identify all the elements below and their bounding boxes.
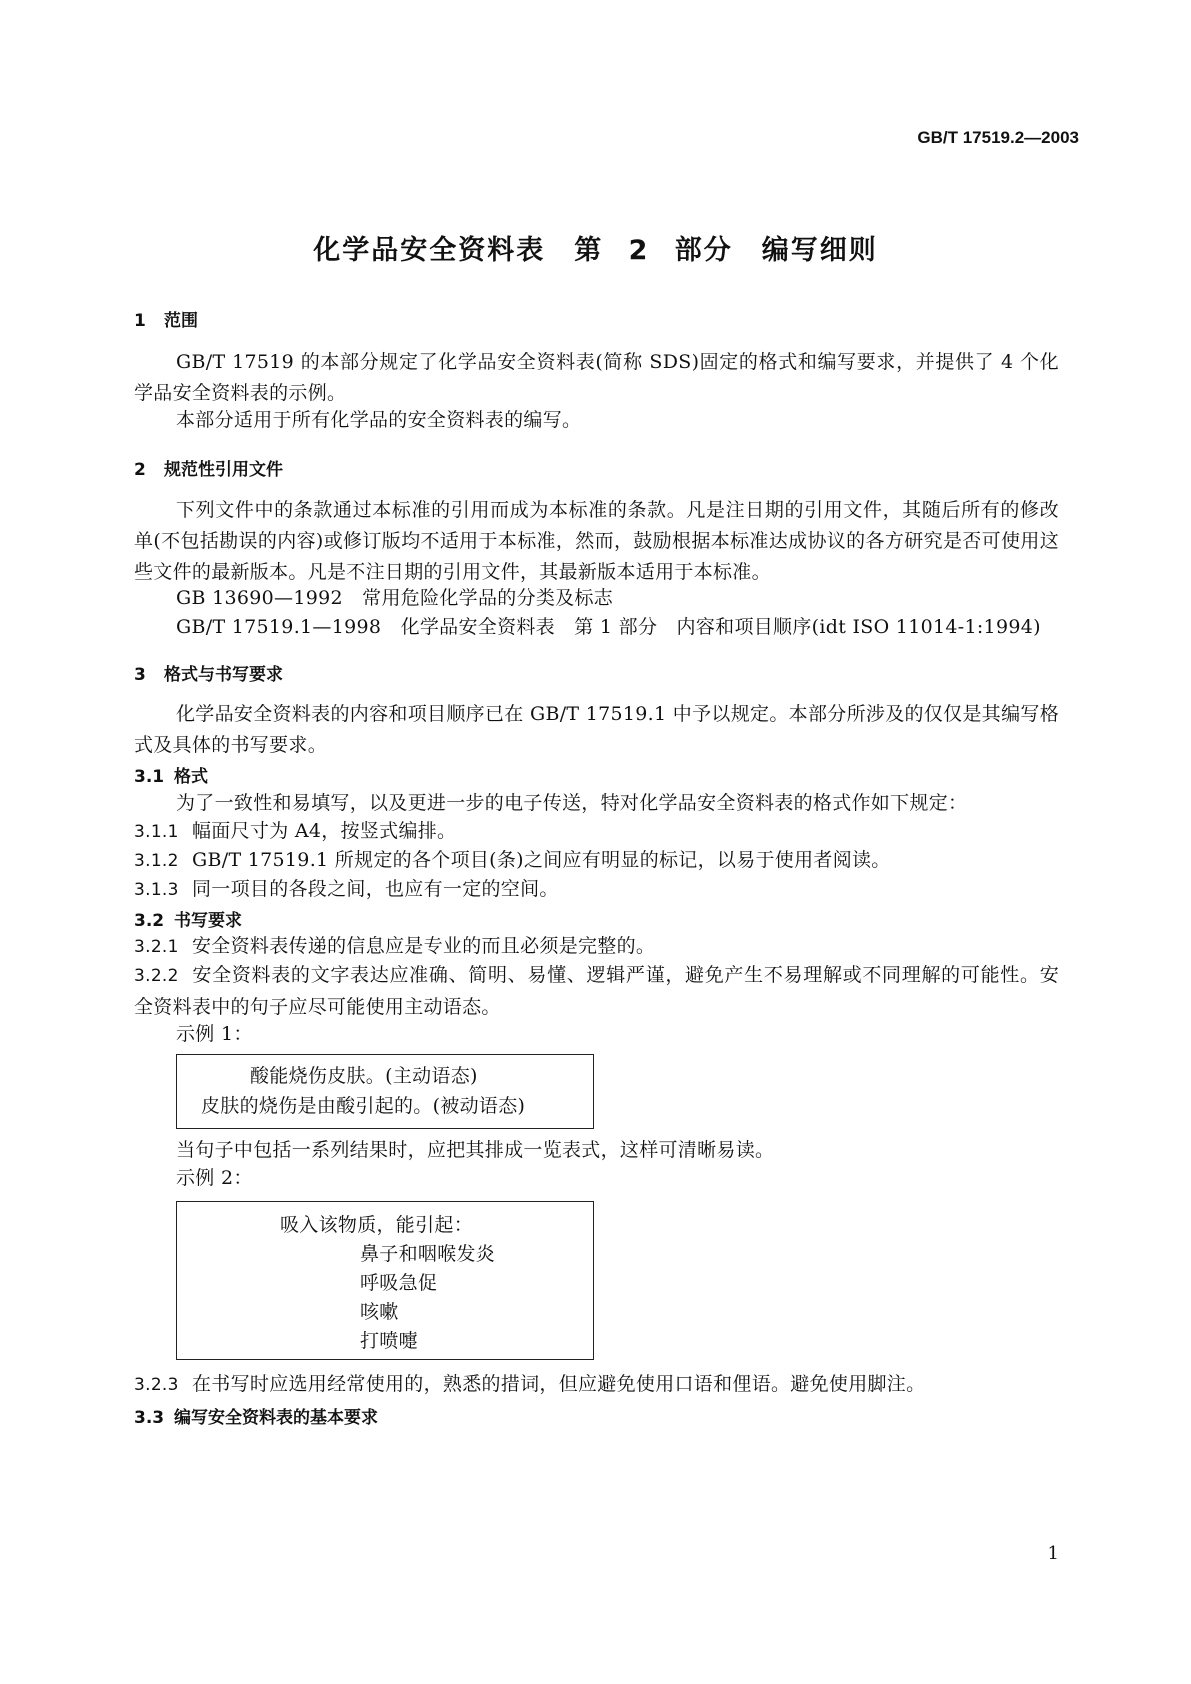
clause-number: 3.1.2 [134, 851, 179, 871]
clause-text: 安全资料表的文字表达应准确、简明、易懂、逻辑严谨，避免产生不易理解或不同理解的可能性。安全资料表中的句子应尽可能使用主动语态。 [134, 964, 1059, 1018]
example-1-line-1: 酸能烧伤皮肤。(主动语态) [250, 1065, 478, 1087]
clause-3-2-3 [134, 1369, 925, 1401]
section-3-heading [134, 660, 283, 685]
section-3-para-1: 化学品安全资料表的内容和项目顺序已在 GB/T 17519.1 中予以规定。本部分所涉及的仅仅是其编写格式及具体的书写要求。 [134, 703, 1059, 756]
page-number: 1 [1047, 1543, 1059, 1564]
section-title: 规范性引用文件 [164, 460, 283, 480]
clause-number: 3.2.1 [134, 937, 179, 957]
example-1-box [176, 1054, 594, 1129]
clause-text: 幅面尺寸为 A4，按竖式编排。 [192, 820, 457, 842]
clause-3-1-3 [134, 874, 559, 906]
example-2-label: 示例 2： [176, 1167, 253, 1189]
list-format-note: 当句子中包括一系列结果时，应把其排成一览表式，这样可清晰易读。 [176, 1139, 775, 1161]
clause-3-1-1 [134, 816, 456, 848]
clause-number: 3.1.3 [134, 880, 179, 900]
example-2-item: 咳嗽 [360, 1301, 399, 1323]
subsection-number: 3.3 [134, 1408, 165, 1428]
clause-text: 安全资料表传递的信息应是专业的而且必须是完整的。 [192, 935, 656, 957]
subsection-3-1-para: 为了一致性和易填写，以及更进一步的电子传送，特对化学品安全资料表的格式作如下规定： [176, 792, 968, 814]
normative-reference-2: GB/T 17519.1—1998 化学品安全资料表 第 1 部分 内容和项目顺序(idt ISO 11014-1:1994) [176, 616, 1041, 638]
section-2-heading [134, 455, 283, 480]
example-2-item: 鼻子和咽喉发炎 [360, 1243, 496, 1265]
example-2-item: 打喷嚏 [360, 1330, 418, 1352]
section-title: 范围 [164, 311, 198, 331]
example-2-item: 呼吸急促 [360, 1272, 438, 1294]
subsection-number: 3.2 [134, 911, 165, 931]
example-1-label: 示例 1： [176, 1023, 253, 1045]
example-2-intro: 吸入该物质，能引起： [280, 1214, 474, 1236]
subsection-3-1-heading [134, 762, 208, 787]
example-2-box [176, 1201, 594, 1360]
section-number: 1 [134, 311, 146, 331]
clause-number: 3.2.3 [134, 1375, 179, 1395]
document-title: 化学品安全资料表 第 2 部分 编写细则 [313, 235, 878, 266]
clause-text: 同一项目的各段之间，也应有一定的空间。 [192, 878, 559, 900]
section-1-para-1: GB/T 17519 的本部分规定了化学品安全资料表(简称 SDS)固定的格式和编写要求，并提供了 4 个化学品安全资料表的示例。 [134, 351, 1059, 404]
clause-3-2-2 [134, 960, 1059, 1023]
subsection-title: 编写安全资料表的基本要求 [174, 1408, 378, 1428]
standard-number: GB/T 17519.2—2003 [917, 128, 1079, 147]
clause-3-1-2 [134, 845, 891, 877]
subsection-3-3-heading [134, 1403, 378, 1428]
normative-reference-1: GB 13690—1992 常用危险化学品的分类及标志 [176, 587, 614, 609]
subsection-number: 3.1 [134, 767, 165, 787]
section-number: 3 [134, 665, 146, 685]
section-number: 2 [134, 460, 146, 480]
section-1-para-2: 本部分适用于所有化学品的安全资料表的编写。 [176, 409, 582, 431]
section-title: 格式与书写要求 [164, 665, 283, 685]
clause-text: GB/T 17519.1 所规定的各个项目(条)之间应有明显的标记，以易于使用者阅读。 [192, 849, 891, 871]
clause-text: 在书写时应选用经常使用的，熟悉的措词，但应避免使用口语和俚语。避免使用脚注。 [192, 1373, 926, 1395]
clause-3-2-1 [134, 931, 655, 963]
clause-number: 3.2.2 [134, 966, 179, 986]
subsection-3-2-heading [134, 906, 242, 931]
section-1-heading [134, 306, 198, 331]
subsection-title: 书写要求 [174, 911, 242, 931]
section-2-para-1: 下列文件中的条款通过本标准的引用而成为本标准的条款。凡是注日期的引用文件，其随后所有的修改单(不包括勘误的内容)或修订版均不适用于本标准，然而，鼓励根据本标准达成协议的各方研究是否可使用这些文件的最新版本。凡是不注日期的引用文件，其最新版本适用于本标准。 [134, 499, 1059, 583]
example-1-line-2: 皮肤的烧伤是由酸引起的。(被动语态) [201, 1095, 526, 1117]
subsection-title: 格式 [174, 767, 208, 787]
clause-number: 3.1.1 [134, 822, 179, 842]
